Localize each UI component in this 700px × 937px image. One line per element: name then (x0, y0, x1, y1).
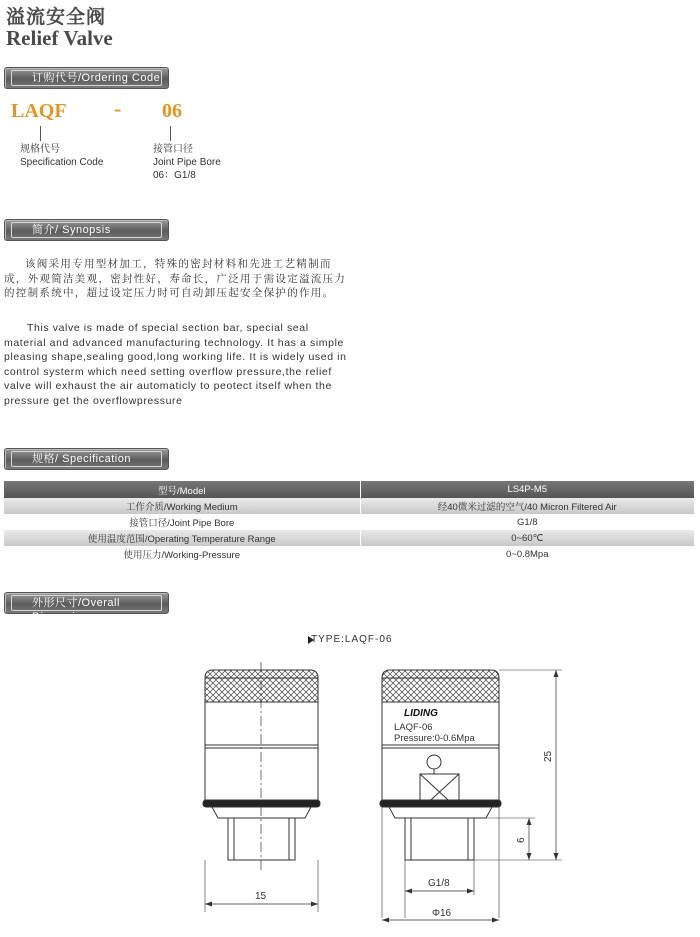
table-cell: 0~60℃ (360, 530, 694, 546)
specification-table (4, 481, 694, 562)
table-cell: 经40微米过滤的空气/40 Micron Filtered Air (360, 498, 694, 514)
table-cell: 接管口径/Joint Pipe Bore (4, 514, 360, 530)
section-tab-dimension (4, 592, 169, 623)
table-header-cell: 型号/Model (4, 481, 360, 498)
table-row (4, 514, 694, 530)
table-header-row (4, 481, 694, 498)
bore-value: 06：G1/8 (153, 170, 196, 181)
page-title-cn: 溢流安全阀 (6, 6, 107, 28)
table-cell: 使用温度范围/Operating Temperature Range (4, 530, 360, 546)
spec-code-label-en: Specification Code (20, 157, 104, 168)
dim-height-label: 25 (543, 750, 554, 762)
section-tab-label: 规格/ Specification (11, 451, 162, 467)
brand-logo: LIDING (404, 708, 438, 719)
table-cell: 使用压力/Working-Pressure (4, 546, 360, 562)
dim-width-label: 15 (255, 891, 267, 902)
code-model: LAQF (11, 100, 67, 122)
section-tab-specification (4, 448, 169, 470)
table-header-cell: LS4P-M5 (360, 481, 694, 498)
table-cell: 0~0.8Mpa (360, 546, 694, 562)
left-side-view (203, 662, 320, 912)
code-size: 06 (162, 100, 182, 122)
body-pressure-text: Pressure:0-0.6Mpa (394, 733, 475, 744)
bore-label-en: Joint Pipe Bore (153, 157, 221, 168)
body-model-text: LAQF-06 (394, 722, 433, 733)
synopsis-text-cn: 该阀采用专用型材加工，特殊的密封材料和先进工艺精制而成，外观简洁美观，密封性好，寿命长，广泛用于需设定溢流压力的控制系统中，超过设定压力时可自动卸压起安全保护的作用。 (4, 258, 347, 300)
table-cell: G1/8 (360, 514, 694, 530)
bore-label-cn: 接管口径 (153, 144, 193, 155)
code-dash: - (114, 96, 122, 121)
dim-thread-length-label: 6 (516, 837, 527, 843)
page-title-en: Relief Valve (6, 26, 113, 50)
table-row (4, 546, 694, 562)
dimension-drawing (0, 650, 700, 937)
table-row (4, 498, 694, 514)
code-leader-line (40, 126, 41, 141)
spec-code-label-cn: 规格代号 (20, 144, 60, 155)
synopsis-text-en: This valve is made of special section bar, special seal material and advanced manufacturing technology. It has a simple pleasing shape,sealing good,long working life. It is widely used in control systerm which need setting overflow pressure,the relief valve will exhaust the air automaticly to peotect itself when the pressure get the overflowpressure (4, 322, 347, 407)
type-label: TYPE:LAQF-06 (311, 634, 393, 645)
section-tab-ordering (4, 67, 169, 89)
section-tab-label: 订购代号/Ordering Code (11, 70, 162, 86)
section-tab-label: 外形尺寸/Overall Dimension (11, 595, 162, 611)
section-tab-synopsis (4, 219, 169, 241)
section-tab-label: 简介/ Synopsis (11, 222, 162, 238)
code-leader-line (170, 126, 171, 141)
table-cell: 工作介质/Working Medium (4, 498, 360, 514)
dim-thread-label: G1/8 (428, 878, 450, 889)
table-row (4, 530, 694, 546)
dim-diameter-label: Φ16 (432, 908, 452, 919)
